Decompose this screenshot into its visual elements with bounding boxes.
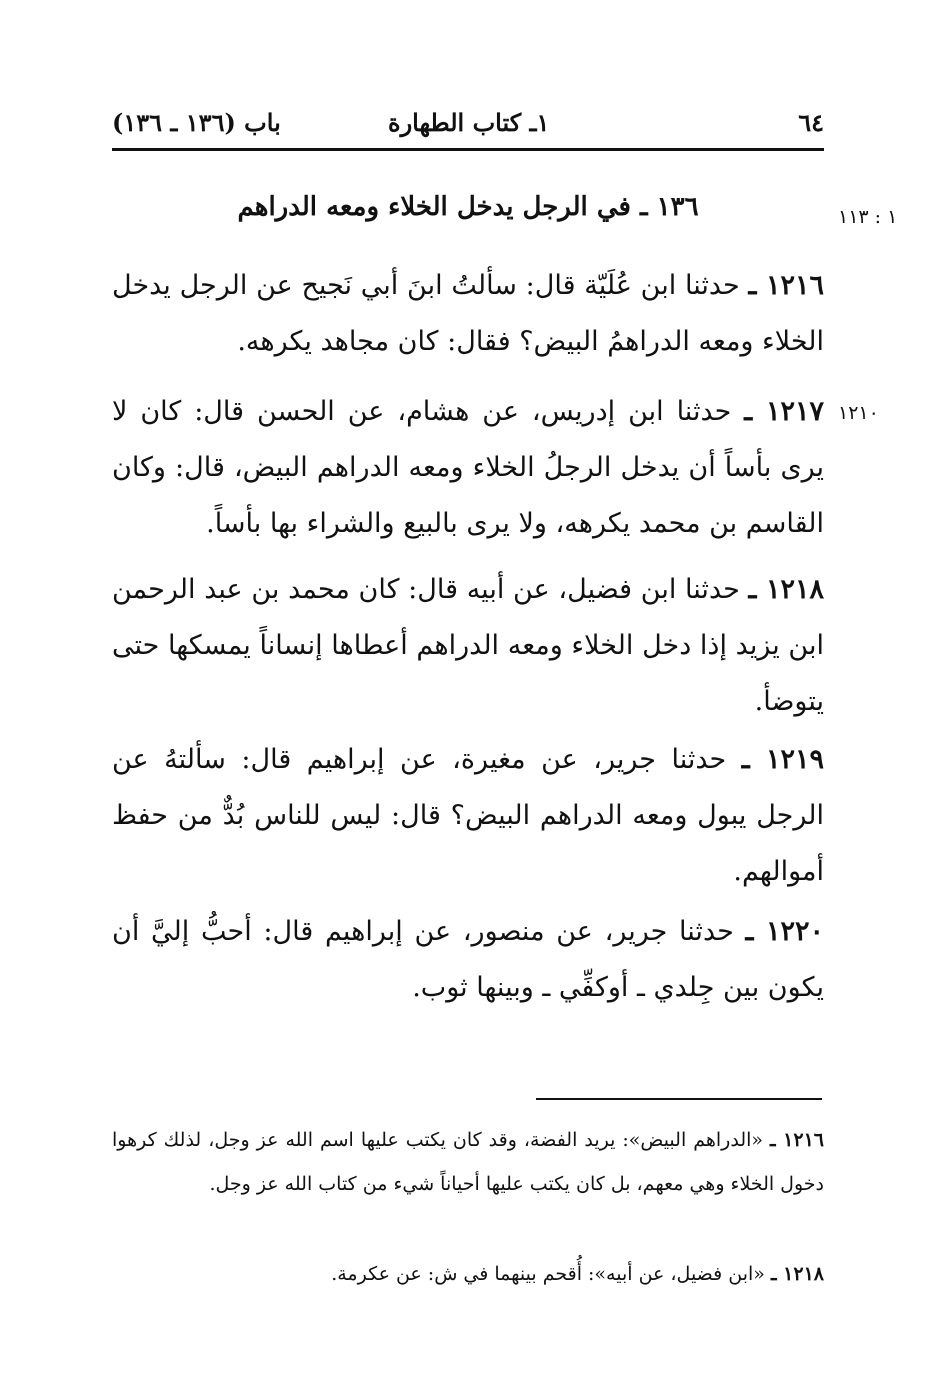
hadith-number: ١٢١٩ ـ bbox=[741, 744, 825, 775]
book-title: ١ـ كتاب الطهارة bbox=[388, 108, 550, 137]
hadith-1216 bbox=[112, 258, 824, 370]
footnote-divider bbox=[536, 1098, 822, 1100]
footnote-1216 bbox=[112, 1118, 824, 1206]
running-header bbox=[112, 104, 824, 144]
chapter-heading: ١٣٦ ـ في الرجل يدخل الخلاء ومعه الدراهم bbox=[237, 192, 699, 222]
footnote-number: ١٢١٦ ـ bbox=[770, 1129, 824, 1151]
hadith-1218 bbox=[112, 562, 824, 730]
margin-reference: ١ : ١١٣ bbox=[838, 206, 898, 228]
header-divider bbox=[112, 148, 824, 151]
hadith-number: ١٢١٨ ـ bbox=[748, 574, 824, 605]
hadith-text: حدثنا ابن فضيل، عن أبيه قال: كان محمد بن عبد الرحمن ابن يزيد إذا دخل الخلاء ومعه الدراهم أعطاها إنساناً يمسكها حتى يتوضأ. bbox=[112, 574, 824, 717]
footnote-1218 bbox=[112, 1252, 824, 1296]
footnote-text: «الدراهم البيض»: يريد الفضة، وقد كان يكتب عليها اسم الله عز وجل، لذلك كرهوا دخول الخلاء وهي معهم، بل كان يكتب عليها أحياناً شيء من كتاب الله عز وجل. bbox=[112, 1129, 824, 1195]
chapter-range: باب (١٣٦ ـ ١٣٦) bbox=[112, 108, 281, 137]
margin-reference: ١٢١٠ bbox=[838, 402, 879, 424]
hadith-text: حدثنا جرير، عن منصور، عن إبراهيم قال: أحبُّ إليَّ أن يكون بين جِلدي ـ أوكفِّي ـ وبينها ثوب. bbox=[112, 916, 824, 1003]
footnote-number: ١٢١٨ ـ bbox=[770, 1263, 824, 1285]
page-number: ٦٤ bbox=[798, 108, 824, 137]
hadith-number: ١٢٢٠ ـ bbox=[745, 916, 824, 947]
hadith-text: حدثنا جرير، عن مغيرة، عن إبراهيم قال: سألتهُ عن الرجل يبول ومعه الدراهم البيض؟ قال: ليس للناس بُدٌّ من حفظ أموالهم. bbox=[112, 744, 824, 887]
footnote-text: «ابن فضيل، عن أبيه»: أُقحم بينهما في ش: عن عكرمة. bbox=[331, 1263, 765, 1285]
hadith-1219 bbox=[112, 732, 824, 900]
hadith-number: ١٢١٧ ـ bbox=[744, 396, 824, 427]
hadith-text: حدثنا ابن عُلَيّة قال: سألتُ ابنَ أبي نَجيح عن الرجل يدخل الخلاء ومعه الدراهمُ البيض؟ فقال: كان مجاهد يكرهه. bbox=[112, 270, 824, 357]
hadith-text: حدثنا ابن إدريس، عن هشام، عن الحسن قال: كان لا يرى بأساً أن يدخل الرجلُ الخلاء ومعه الدراهم البيض، قال: وكان القاسم بن محمد يكرهه، ولا يرى بالبيع والشراء بها بأساً. bbox=[112, 396, 824, 539]
hadith-number: ١٢١٦ ـ bbox=[748, 270, 824, 301]
hadith-1220 bbox=[112, 904, 824, 1016]
hadith-1217 bbox=[112, 384, 824, 552]
